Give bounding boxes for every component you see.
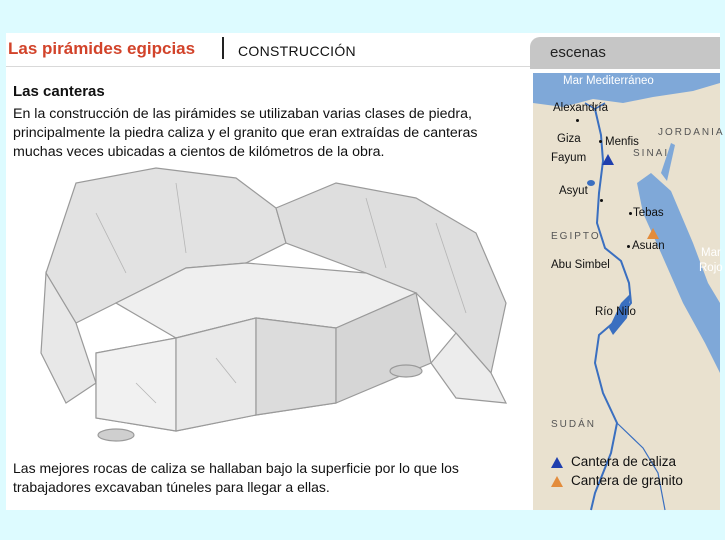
map-label-asyut: Asyut — [559, 185, 588, 197]
granite-quarry-marker — [647, 228, 659, 239]
legend-granite-marker — [551, 476, 563, 487]
legend-limestone-marker — [551, 457, 563, 468]
bottom-paragraph: Las mejores rocas de caliza se hallaban bajo la superficie por lo que los trabajadores excavaban túneles para llegar a ellas. — [13, 460, 459, 495]
tab-escenas[interactable] — [530, 37, 720, 69]
map-label-aswan: Asuan — [632, 240, 665, 252]
map-label-thebes: Tebas — [633, 207, 664, 219]
page-title: Las pirámides egipcias — [8, 39, 196, 58]
legend-granite-label: Cantera de granito — [571, 473, 683, 488]
map-dot-alexandria — [576, 119, 579, 122]
content-paragraph: En la construcción de las pirámides se utilizaban varias clases de piedra, principalmente la piedra caliza y el granito que eran extraídas de canteras muchas veces ubicadas a cientos de kilómetros de la obra. — [13, 106, 478, 160]
map-label-jordan: JORDANIA — [658, 127, 725, 138]
map-label-abu-simbel: Abu Simbel — [551, 259, 610, 271]
section-label: CONSTRUCCIÓN — [238, 43, 356, 59]
map-label-giza: Giza — [557, 133, 581, 145]
map-dot-aswan — [627, 245, 630, 248]
header-divider — [6, 66, 530, 67]
legend-item-limestone — [547, 453, 717, 472]
map-dot-asyut — [600, 199, 603, 202]
map-label-alexandria: Alexandría — [553, 102, 608, 114]
header — [6, 33, 720, 67]
map-label-nile: Río Nilo — [595, 306, 636, 318]
title-separator — [222, 37, 224, 59]
map-dot-thebes — [629, 212, 632, 215]
limestone-quarry-marker — [602, 154, 614, 165]
map-label-fayum: Fayum — [551, 152, 587, 164]
map-label-red-sea-1: Mar — [701, 247, 721, 259]
quarry-illustration — [36, 153, 526, 453]
map-label-sudan: SUDÁN — [551, 419, 597, 430]
map-label-red-sea-2: Rojo — [699, 262, 723, 274]
map-label-memphis: Menfis — [605, 136, 639, 148]
map-label-mediterranean: Mar Mediterráneo — [563, 75, 654, 87]
legend-limestone-label: Cantera de caliza — [571, 454, 677, 469]
map-label-egypt: EGIPTO — [551, 231, 601, 242]
tab-escenas-label: escenas — [550, 44, 606, 61]
egypt-map — [533, 73, 725, 510]
slide — [6, 33, 725, 510]
map-dot-memphis — [599, 140, 602, 143]
map-label-sinai: SINAI — [633, 148, 670, 159]
content-heading: Las canteras — [13, 83, 105, 100]
map-legend — [547, 453, 717, 491]
legend-item-granite — [547, 472, 717, 491]
